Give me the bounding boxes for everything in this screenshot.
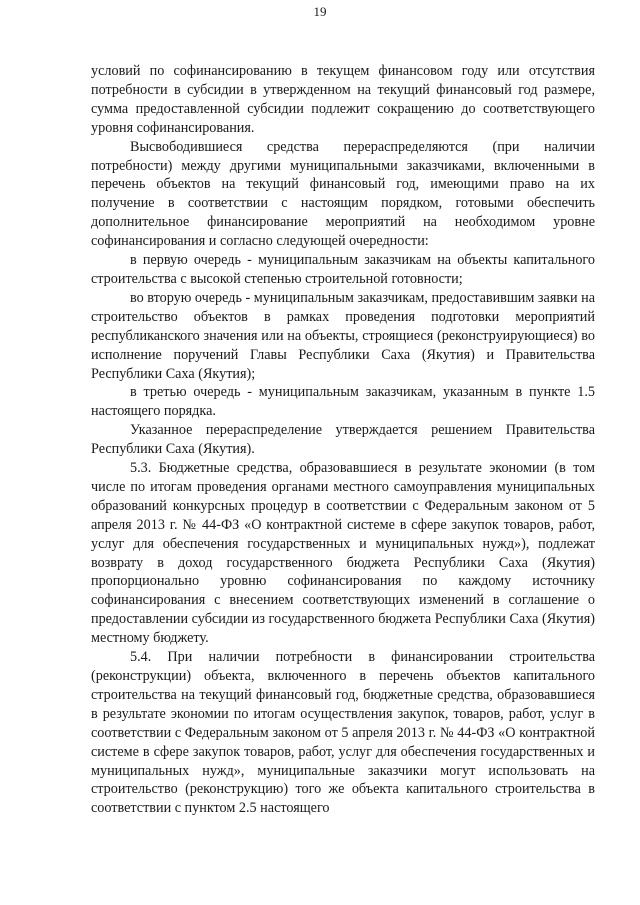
paragraph-continuation: условий по софинансированию в текущем финансовом году или отсутствия потребности в субсидии в утвержденном на текущий финансовый год размере, сумма предоставленной субсидии подлежит сокращению до соответствующего уровня софинансирования. [91, 63, 595, 136]
paragraph-second-priority: во вторую очередь - муниципальным заказчикам, предоставившим заявки на строительство объектов в рамках проведения подготовки мероприятий республиканского значения или на объекты, строящиеся (реконструирующиеся) во исполнение поручений Главы Республики Саха (Якутия) и Правительства Республики Саха (Якутия); [91, 289, 595, 382]
paragraph-section-5-3: 5.3. Бюджетные средства, образовавшиеся в результате экономии (в том числе по итогам проведения органами местного самоуправления муниципальных образований конкурсных процедур в соответствии с Федеральным законом от 5 апреля 2013 г. № 44-ФЗ «О контрактной системе в сфере закупок товаров, работ, услуг для обеспечения государственных и муниципальных нужд»), подлежат возврату в доход государственного бюджета Республики Саха (Якутия) пропорционально уровню софинансирования по каждому источнику софинансирования с внесением соответствующих изменений в соглашение о предоставлении субсидии из государственного бюджета Республики Саха (Якутия) местному бюджету. [91, 460, 595, 647]
paragraph-third-priority: в третью очередь - муниципальным заказчикам, указанным в пункте 1.5 настоящего порядка. [91, 384, 595, 420]
paragraph-first-priority: в первую очередь - муниципальным заказчикам на объекты капитального строительства с высокой степенью строительной готовности; [91, 252, 595, 287]
document-body [91, 62, 595, 818]
page-number: 19 [313, 4, 327, 19]
paragraph-approval: Указанное перераспределение утверждается решением Правительства Республики Саха (Якутия). [91, 422, 595, 458]
paragraph-section-5-4: 5.4. При наличии потребности в финансировании строительства (реконструкции) объекта, включенного в перечень объектов капитального строительства на текущий финансовый год, бюджетные средства, образовавшиеся в результате экономии по итогам осуществления закупок, товаров, работ, услуг в соответствии с Федеральным законом от 5 апреля 2013 г. № 44-ФЗ «О контрактной системе в сфере закупок товаров, работ, услуг для обеспечения государственных и муниципальных нужд», муниципальные заказчики могут использовать на строительство (реконструкцию) того же объекта капитального строительства в соответствии с пунктом 2.5 настоящего [91, 649, 595, 817]
paragraph-redistribution: Высвободившиеся средства перераспределяются (при наличии потребности) между другими муниципальными заказчиками, включенными в перечень объектов на текущий финансовый год, имеющими право на их получение в соответствии с настоящим порядком, готовыми обеспечить дополнительное финансирование мероприятий на необходимом уровне софинансирования и согласно следующей очередности: [91, 138, 595, 250]
